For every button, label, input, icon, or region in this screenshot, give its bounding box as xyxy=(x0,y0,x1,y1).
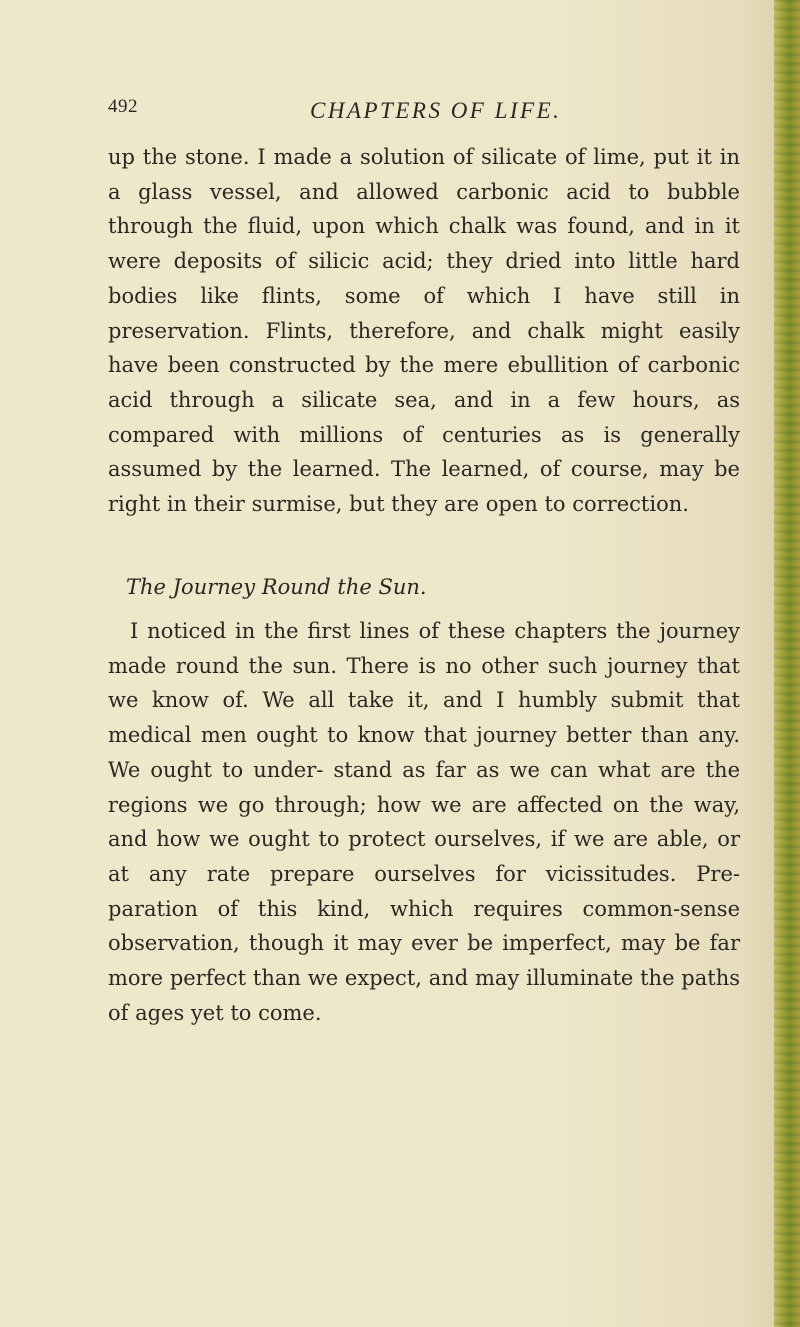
page-edge xyxy=(774,0,800,1327)
section-heading: The Journey Round the Sun. xyxy=(126,575,427,599)
page-body xyxy=(108,140,740,1025)
running-title: CHAPTERS OF LIFE. xyxy=(310,98,562,123)
page-header xyxy=(108,96,748,130)
page-number: 492 xyxy=(108,96,138,117)
paragraph: up the stone. I made a solution of silicate of lime, put it in a glass vessel, and allowed carbonic acid to bubble through the fluid, upon which chalk was found, and in it were deposits of silicic acid; they dried into little hard bodies like flints, some of which I have still in preservation. Flints, therefore, and chalk might easily have been constructed by the mere ebullition of carbonic acid through a silicate sea, and in a few hours, as compared with millions of centuries as is generally assumed by the learned. The learned, of course, may be right in their surmise, but they are open to correction. xyxy=(108,145,740,517)
paragraph: I noticed in the first lines of these chapters the journey made round the sun. There is no other such journey that we know of. We all take it, and I humbly submit that medical men ought to know that journey better than any. We ought to under- stand as far as we can what are the regions we go through; how we are affected on the way, and how we ought to protect ourselves, if we are able, or at any rate prepare ourselves for vicissitudes. Pre- paration of this kind, which requires common-sense observation, though it may ever be imperfect, may be far more perfect than we expect, and may illuminate the paths of ages yet to come. xyxy=(108,619,740,1025)
